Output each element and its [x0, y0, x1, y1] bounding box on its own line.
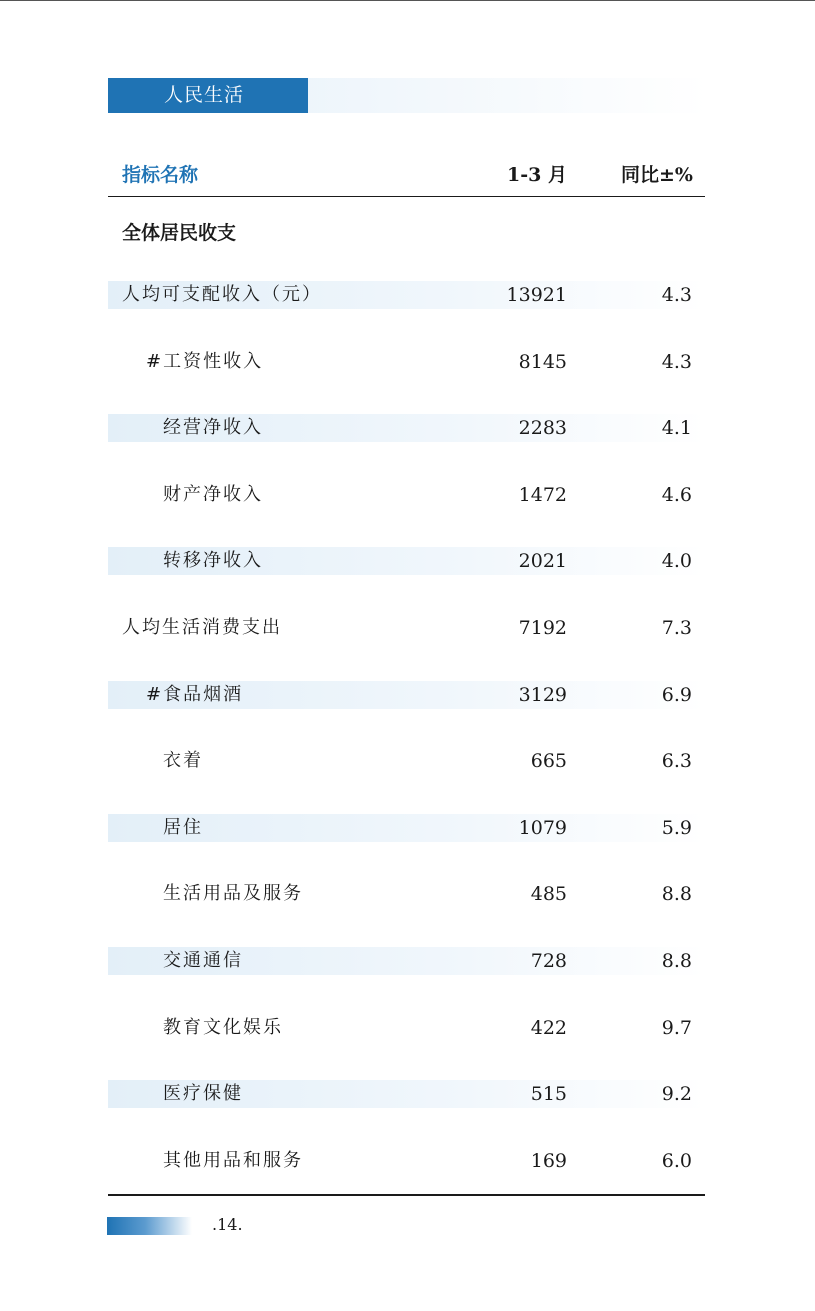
table-row — [108, 281, 705, 348]
section-title: 人民生活 — [108, 78, 308, 113]
row-yoy: 5.9 — [661, 816, 692, 839]
row-value: 728 — [530, 949, 567, 972]
row-yoy: 6.0 — [661, 1149, 692, 1172]
table-row — [108, 481, 705, 548]
row-label: 教育文化娱乐 — [163, 1016, 283, 1038]
row-label: 生活用品及服务 — [163, 883, 303, 905]
row-label: 交通通信 — [163, 949, 243, 971]
row-value: 2283 — [518, 417, 567, 440]
row-yoy: 4.1 — [661, 417, 692, 440]
table-row — [108, 414, 705, 481]
row-value: 169 — [530, 1149, 567, 1172]
table-row — [108, 1080, 705, 1147]
row-value: 13921 — [506, 284, 567, 306]
table-row — [108, 681, 705, 748]
row-yoy: 9.7 — [661, 1016, 692, 1039]
row-label: 人均可支配收入（元） — [122, 284, 322, 305]
row-value: 8145 — [518, 350, 567, 373]
top-rule — [0, 0, 815, 1]
row-yoy: 4.3 — [661, 350, 692, 373]
row-yoy: 9.2 — [661, 1083, 692, 1106]
page-number: .14. — [212, 1215, 243, 1234]
row-label: 人均生活消费支出 — [122, 616, 282, 638]
row-yoy: 8.8 — [661, 883, 692, 906]
row-label: 医疗保健 — [163, 1083, 243, 1105]
group-title: 全体居民收支 — [122, 222, 237, 244]
table-row — [108, 814, 705, 881]
row-label: 财产净收入 — [163, 483, 263, 505]
row-value: 1079 — [518, 816, 567, 839]
row-yoy: 8.8 — [661, 949, 692, 972]
row-value: 1472 — [518, 483, 567, 506]
row-label: 其他用品和服务 — [163, 1149, 303, 1171]
row-label: 转移净收入 — [163, 550, 263, 572]
row-value: 2021 — [518, 550, 567, 573]
row-label: 经营净收入 — [163, 417, 263, 439]
row-yoy: 6.3 — [661, 750, 692, 773]
table-header — [108, 150, 705, 197]
row-yoy: 6.9 — [661, 683, 692, 706]
row-value: 3129 — [518, 683, 567, 706]
page-mark-bar — [107, 1217, 192, 1235]
table-row — [108, 1147, 705, 1214]
header-yoy: 同比±% — [621, 164, 693, 186]
row-yoy: 4.3 — [661, 284, 692, 306]
row-label: 衣着 — [163, 750, 203, 772]
row-value: 422 — [530, 1016, 567, 1039]
header-indicator-name: 指标名称 — [122, 164, 199, 186]
table-row — [108, 747, 705, 814]
header-period: 1-3 月 — [507, 164, 567, 186]
table-row — [108, 1014, 705, 1081]
table-row — [108, 547, 705, 614]
table-row — [108, 614, 705, 681]
row-value: 665 — [530, 750, 567, 773]
row-label: #食品烟酒 — [146, 683, 244, 705]
table-body — [108, 281, 705, 1213]
table-row — [108, 947, 705, 1014]
row-label: 居住 — [163, 816, 203, 838]
row-yoy: 7.3 — [661, 616, 692, 639]
table-row — [108, 348, 705, 415]
table-row — [108, 880, 705, 947]
row-label: #工资性收入 — [146, 350, 264, 372]
bottom-rule — [108, 1194, 705, 1196]
row-value: 515 — [530, 1083, 567, 1106]
row-value: 7192 — [518, 616, 567, 639]
row-yoy: 4.0 — [661, 550, 692, 573]
row-yoy: 4.6 — [661, 483, 692, 506]
row-value: 485 — [530, 883, 567, 906]
